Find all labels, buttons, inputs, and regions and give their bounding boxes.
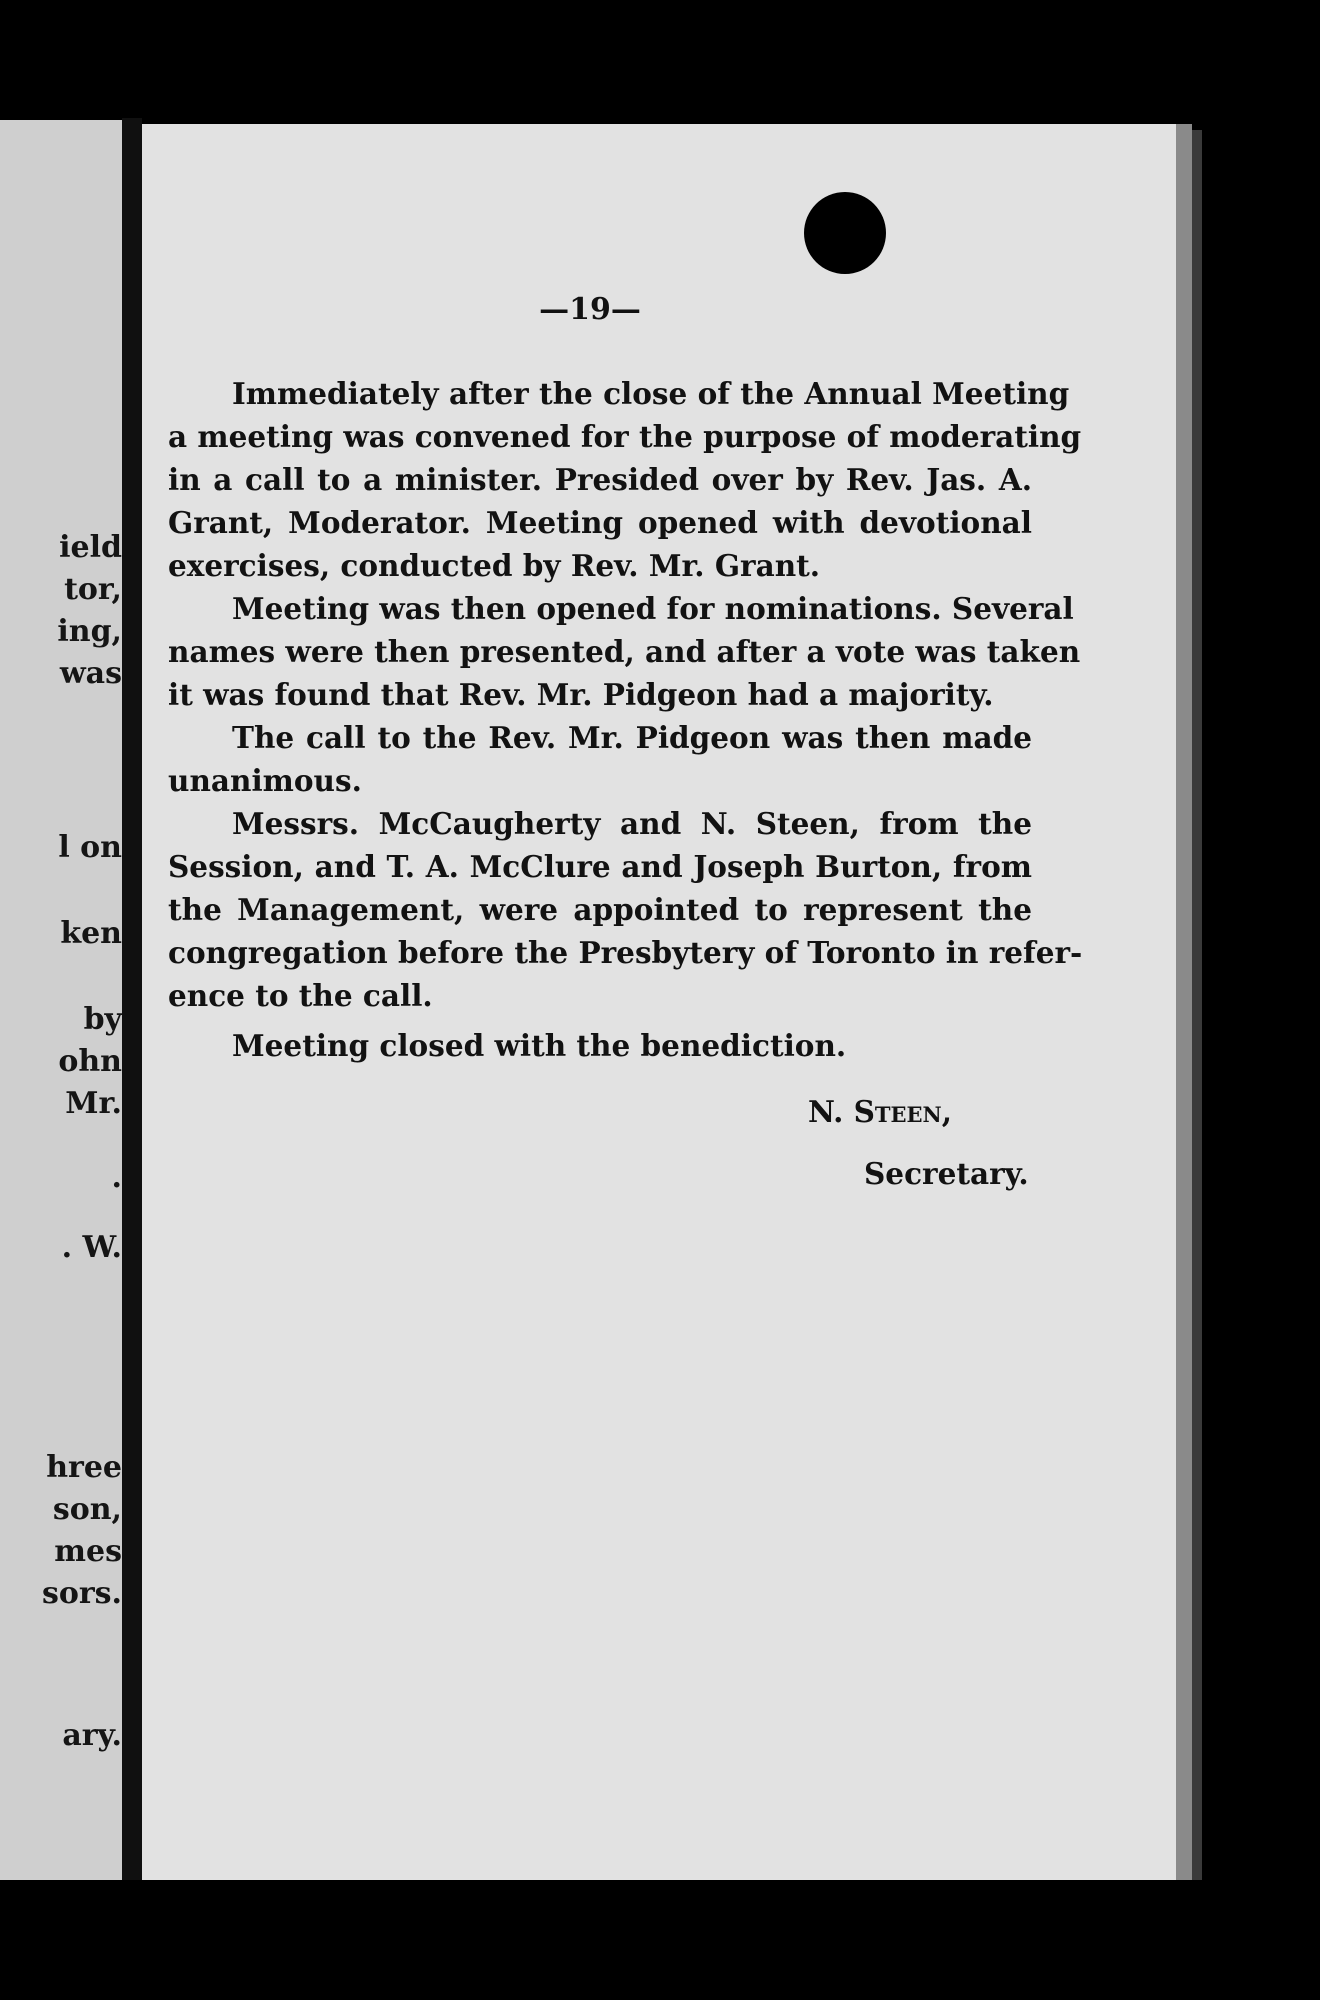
punch-hole	[804, 192, 886, 274]
left-fragment-line: son,	[52, 1492, 122, 1527]
left-fragment-line: was	[59, 656, 122, 691]
left-fragment-line: .	[111, 1160, 122, 1195]
left-fragment-line: l on	[58, 830, 122, 865]
body-line: Session, and T. A. McClure and Joseph Burton, from	[168, 849, 1032, 884]
left-fragment-line: Mr.	[65, 1086, 122, 1121]
body-line: The call to the Rev. Mr. Pidgeon was then made	[232, 720, 1032, 755]
body-line: Messrs. McCaugherty and N. Steen, from the	[232, 806, 1032, 841]
body-line: unanimous.	[168, 763, 362, 798]
page-gutter-divider	[122, 118, 142, 1880]
body-line: the Management, were appointed to represent the	[168, 892, 1032, 927]
body-line: ence to the call.	[168, 978, 433, 1013]
left-fragment-line: tor,	[64, 572, 122, 607]
left-fragment-line: ing,	[57, 614, 122, 649]
left-fragment-line: sors.	[41, 1576, 122, 1611]
body-line: exercises, conducted by Rev. Mr. Grant.	[168, 548, 821, 583]
body-line: Meeting closed with the benediction.	[232, 1028, 847, 1063]
page-number: —19—	[539, 292, 641, 327]
left-fragment-line: ken	[60, 916, 122, 951]
body-line: in a call to a minister. Presided over by Rev. Jas. A.	[168, 462, 1032, 497]
page-right-edge	[1192, 130, 1202, 1880]
left-fragment-line: . W.	[61, 1230, 122, 1265]
left-fragment-line: ary.	[62, 1718, 122, 1753]
body-line: Grant, Moderator. Meeting opened with devotional	[168, 505, 1032, 540]
body-line: it was found that Rev. Mr. Pidgeon had a majority.	[168, 677, 994, 712]
body-line: Meeting was then opened for nominations. Several	[232, 591, 1074, 626]
signature-name: N. Steen,	[808, 1094, 953, 1129]
left-fragment-line: hree	[46, 1450, 122, 1485]
body-line: Immediately after the close of the Annual Meeting	[232, 376, 1070, 411]
body-line: a meeting was convened for the purpose of moderating	[168, 419, 1082, 454]
left-fragment-line: mes	[54, 1534, 122, 1569]
signature-title: Secretary.	[864, 1156, 1029, 1191]
left-fragment-line: ield	[59, 530, 122, 565]
left-fragment-line: by	[83, 1002, 122, 1037]
left-page-fragment	[0, 120, 122, 1880]
body-line: names were then presented, and after a vote was taken	[168, 634, 1081, 669]
page-edge-shadow	[1176, 124, 1192, 1880]
left-fragment-line: ohn	[58, 1044, 122, 1079]
body-line: congregation before the Presbytery of Toronto in refer-	[168, 935, 1083, 970]
